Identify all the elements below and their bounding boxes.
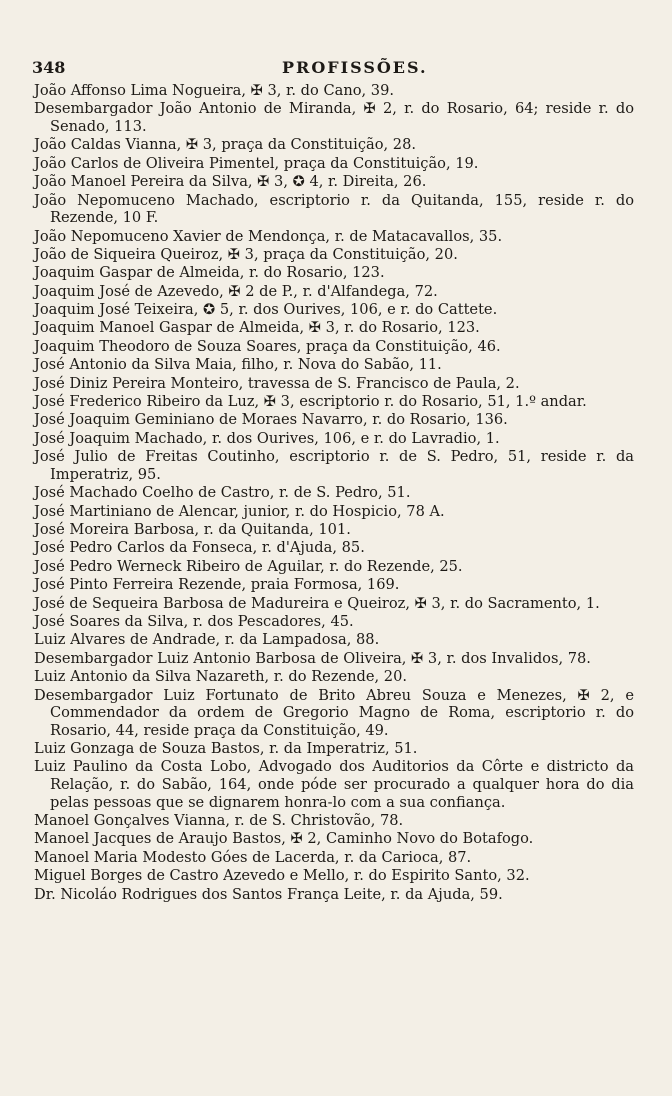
- directory-entry: Luiz Antonio da Silva Nazareth, r. do Rezende, 20.: [34, 668, 408, 686]
- directory-entry: José Joaquim Geminiano de Moraes Navarro, r. do Rosario, 136.: [34, 411, 508, 429]
- directory-entry: José de Sequeira Barbosa de Madureira e Queiroz, ✠ 3, r. do Sacramento, 1.: [34, 594, 600, 612]
- directory-entry: Desembargador Luiz Fortunato de Brito Abreu Souza e Menezes, ✠ 2, e Commendador da ordem de Gregorio Magno de Roma, escriptorio r. do Rosario, 44, reside praça da Constituição, 49.: [34, 686, 634, 739]
- directory-entry: João Nepomuceno Xavier de Mendonça, r. de Matacavallos, 35.: [34, 227, 503, 245]
- directory-entry: José Pedro Carlos da Fonseca, r. d'Ajuda, 85.: [34, 539, 365, 557]
- page-number: 348: [32, 58, 66, 77]
- directory-entry: João Manoel Pereira da Silva, ✠ 3, ✪ 4, r. Direita, 26.: [34, 173, 427, 191]
- directory-entry: João Carlos de Oliveira Pimentel, praça da Constituição, 19.: [34, 154, 479, 172]
- directory-entry: José Pedro Werneck Ribeiro de Aguilar, r. do Rezende, 25.: [34, 557, 463, 575]
- directory-entry: Joaquim Manoel Gaspar de Almeida, ✠ 3, r. do Rosario, 123.: [34, 319, 480, 337]
- directory-entry: José Martiniano de Alencar, junior, r. do Hospicio, 78 A.: [34, 502, 445, 520]
- directory-entry: José Soares da Silva, r. dos Pescadores, 45.: [34, 612, 354, 630]
- directory-entry: José Julio de Freitas Coutinho, escriptorio r. de S. Pedro, 51, reside r. da Imperatriz, 95.: [34, 448, 634, 483]
- directory-listing: [34, 82, 634, 903]
- directory-entry: Manoel Gonçalves Vianna, r. de S. Christovão, 78.: [34, 812, 404, 830]
- directory-entry: José Pinto Ferreira Rezende, praia Formosa, 169.: [34, 576, 400, 594]
- directory-entry: José Frederico Ribeiro da Luz, ✠ 3, escriptorio r. do Rosario, 51, 1.º andar.: [34, 393, 587, 411]
- directory-entry: Luiz Paulino da Costa Lobo, Advogado dos Auditorios da Côrte e districto da Relação, r. do Sabão, 164, onde póde ser procurado a qualquer hora do dia pelas pessoas que se dignarem honra-lo com a sua confiança.: [34, 758, 634, 811]
- directory-entry: João Caldas Vianna, ✠ 3, praça da Constituição, 28.: [34, 136, 416, 154]
- directory-entry: Joaquim Theodoro de Souza Soares, praça da Constituição, 46.: [34, 337, 501, 355]
- page-title: PROFISSÕES.: [282, 58, 428, 77]
- directory-entry: Joaquim José Teixeira, ✪ 5, r. dos Ourives, 106, e r. do Cattete.: [34, 301, 498, 319]
- directory-entry: João Affonso Lima Nogueira, ✠ 3, r. do Cano, 39.: [34, 82, 394, 99]
- directory-entry: Desembargador Luiz Antonio Barbosa de Oliveira, ✠ 3, r. dos Invalidos, 78.: [34, 649, 591, 667]
- directory-entry: Joaquim Gaspar de Almeida, r. do Rosario, 123.: [34, 264, 385, 282]
- directory-entry: Manoel Maria Modesto Góes de Lacerda, r. da Carioca, 87.: [34, 848, 472, 866]
- directory-entry: José Diniz Pereira Monteiro, travessa de S. Francisco de Paula, 2.: [34, 374, 520, 392]
- directory-entry: José Antonio da Silva Maia, filho, r. Nova do Sabão, 11.: [34, 356, 442, 374]
- directory-entry: Dr. Nicoláo Rodrigues dos Santos França Leite, r. da Ajuda, 59.: [34, 885, 503, 903]
- directory-entry: Joaquim José de Azevedo, ✠ 2 de P., r. d'Alfandega, 72.: [34, 282, 438, 300]
- directory-entry: Manoel Jacques de Araujo Bastos, ✠ 2, Caminho Novo do Botafogo.: [34, 830, 534, 848]
- directory-entry: Luiz Gonzaga de Souza Bastos, r. da Imperatriz, 51.: [34, 740, 418, 758]
- directory-entry: José Joaquim Machado, r. dos Ourives, 106, e r. do Lavradio, 1.: [34, 429, 500, 447]
- directory-entry: João Nepomuceno Machado, escriptorio r. da Quitanda, 155, reside r. do Rezende, 10 F.: [34, 191, 634, 227]
- directory-entry: Miguel Borges de Castro Azevedo e Mello, r. do Espirito Santo, 32.: [34, 867, 530, 885]
- directory-entry: Luiz Alvares de Andrade, r. da Lampadosa, 88.: [34, 631, 380, 649]
- directory-entry: José Moreira Barbosa, r. da Quitanda, 101.: [34, 520, 351, 538]
- directory-entry: João de Siqueira Queiroz, ✠ 3, praça da Constituição, 20.: [34, 245, 458, 263]
- directory-entry: José Machado Coelho de Castro, r. de S. Pedro, 51.: [34, 484, 411, 502]
- page-header: [32, 58, 632, 82]
- directory-entry: Desembargador João Antonio de Miranda, ✠ 2, r. do Rosario, 64; reside r. do Senado, 113.: [34, 100, 634, 135]
